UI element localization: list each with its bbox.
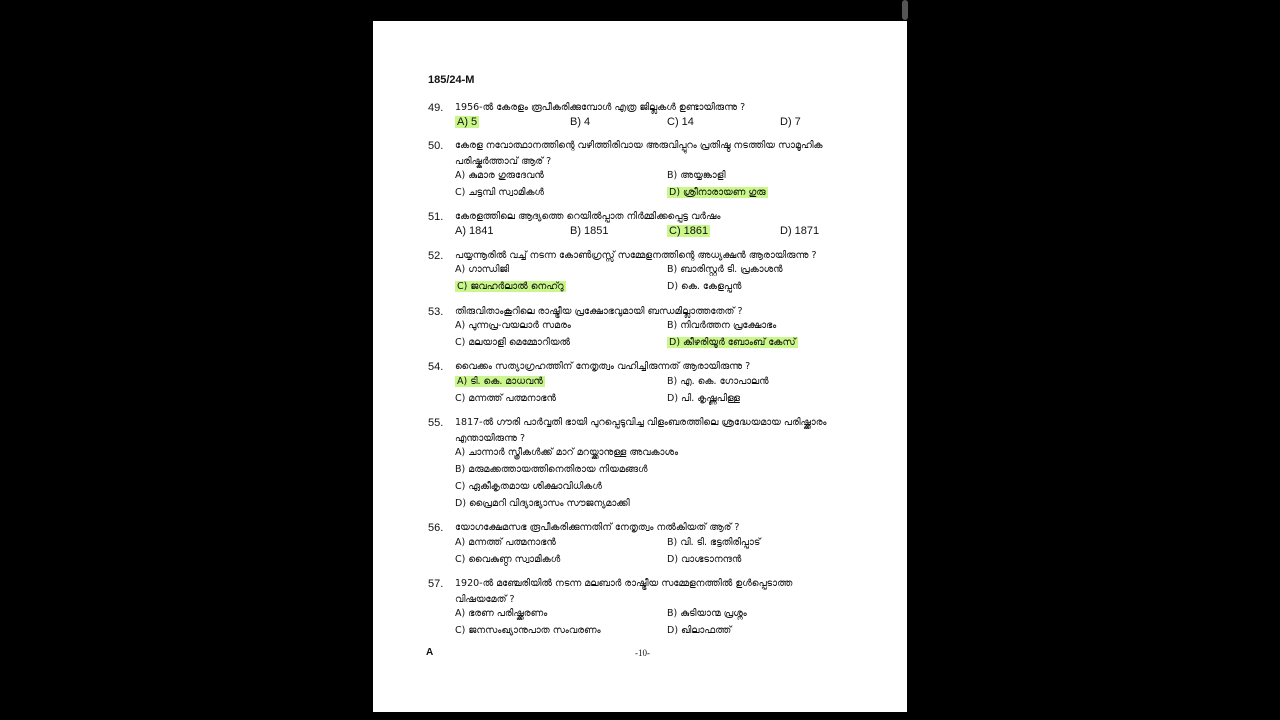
option-b: B) അയ്യങ്കാളി xyxy=(667,170,726,181)
option-c: C) 14 xyxy=(667,116,694,128)
option-a: A) 1841 xyxy=(455,225,494,237)
question-57 xyxy=(428,576,828,608)
option-a: A) ചാന്നാർ സ്ത്രീകൾക്ക് മാറ് മറയ്ക്കാനുള്ള അവകാശം xyxy=(455,447,679,458)
option-d: D) 1871 xyxy=(780,225,820,237)
question-text: 1956-ൽ കേരളം രൂപീകരിക്കുമ്പോൾ എത്ര ജില്ലകൾ ഉണ്ടായിരുന്നു ? xyxy=(455,102,746,113)
question-number: 55. xyxy=(428,417,444,429)
question-50 xyxy=(428,138,828,170)
question-56 xyxy=(428,520,828,536)
option-d: D) കീഴരിയൂർ ബോംബ് കേസ് xyxy=(669,337,796,348)
question-text: കേരള നവോത്ഥാനത്തിന്റെ വഴിത്തിരിവായ അരുവിപ്പുറം പ്രതിഷ്ഠ നടത്തിയ സാമൂഹിക പരിഷ്കർത്താവ് ആര് ? xyxy=(455,140,823,167)
question-54 xyxy=(428,359,828,375)
paper-code: 185/24-M xyxy=(428,74,475,86)
option-c: C) വൈകുണ്ഠ സ്വാമികൾ xyxy=(455,554,561,565)
option-b: B) ബാരിസ്റ്റർ ടി. പ്രകാശൻ xyxy=(667,264,783,275)
option-c: C) ജനസംഖ്യാനുപാത സംവരണം xyxy=(455,625,601,636)
option-a: A) കുമാര ഗുരുദേവൻ xyxy=(455,170,544,181)
option-a: A) മന്നത്ത് പത്മനാഭൻ xyxy=(455,537,556,548)
option-c: C) മന്നത്ത് പത്മനാഭൻ xyxy=(455,393,556,404)
option-d: D) പ്രൈമറി വിദ്യാഭ്യാസം സൗജന്യമാക്കി xyxy=(455,498,630,509)
option-b: B) മരുമക്കത്തായത്തിനെതിരായ നിയമങ്ങൾ xyxy=(455,464,648,475)
question-number: 52. xyxy=(428,250,444,262)
option-c: C) ഏകീകൃതമായ ശിക്ഷാവിധികൾ xyxy=(455,481,602,492)
option-b: B) എ. കെ. ഗോപാലൻ xyxy=(667,376,769,387)
option-d: D) കെ. കേളപ്പൻ xyxy=(667,281,742,292)
question-text: തിരുവിതാംകൂറിലെ രാഷ്ട്രീയ പ്രക്ഷോഭവുമായി ബന്ധമില്ലാത്തതേത് ? xyxy=(455,306,743,317)
option-a: A) ഗാന്ധിജി xyxy=(455,264,510,275)
booklet-series: A xyxy=(426,647,434,658)
question-49 xyxy=(428,100,828,116)
question-text: യോഗക്ഷേമസഭ രൂപീകരിക്കുന്നതിന് നേതൃത്വം നൽകിയത് ആര് ? xyxy=(455,522,740,533)
question-text: 1920-ൽ മഞ്ചേരിയിൽ നടന്ന മലബാർ രാഷ്ട്രീയ സമ്മേളനത്തിൽ ഉൾപ്പെടാത്ത വിഷയമേത് ? xyxy=(455,578,793,605)
option-d: D) പി. കൃഷ്ണപിള്ള xyxy=(667,393,741,404)
option-d: D) ശ്രീനാരായണ ഗുരു xyxy=(669,187,766,198)
question-number: 51. xyxy=(428,211,444,223)
scrollbar-thumb[interactable] xyxy=(902,0,908,20)
question-51 xyxy=(428,209,828,225)
option-c: C) ചട്ടമ്പി സ്വാമികൾ xyxy=(455,187,545,198)
exam-page xyxy=(373,21,907,712)
question-text: വൈക്കം സത്യാഗ്രഹത്തിന് നേതൃത്വം വഹിച്ചിരുന്നത് ആരായിരുന്നു ? xyxy=(455,361,751,372)
option-a: A) 5 xyxy=(457,116,478,128)
option-b: B) കുടിയാന്മ പ്രശ്നം xyxy=(667,608,747,619)
question-52 xyxy=(428,248,858,264)
option-b: B) 4 xyxy=(570,116,591,128)
question-number: 56. xyxy=(428,522,444,534)
question-53 xyxy=(428,304,828,320)
page-number: -10- xyxy=(635,648,650,658)
option-b: B) നിവർത്തന പ്രക്ഷോഭം xyxy=(667,320,777,331)
option-c: C) മലയാളി മെമ്മോറിയൽ xyxy=(455,337,571,348)
question-text: 1817-ൽ ഗൗരി പാർവ്വതി ഭായി പുറപ്പെടുവിച്ച വിളംബരത്തിലെ ശ്രദ്ധേയമായ പരിഷ്ക്കാരം എന്തായിരുന്നു ? xyxy=(455,417,827,444)
option-d: D) വാഗ്ഭടാനന്ദൻ xyxy=(667,554,742,565)
option-a: A) ഭരണ പരിഷ്ക്കരണം xyxy=(455,608,548,619)
option-c: C) 1861 xyxy=(669,225,709,237)
option-b: B) വി. ടി. ഭട്ടതിരിപ്പാട് xyxy=(667,537,761,548)
option-d: D) ഖിലാഫത്ത് xyxy=(667,625,732,636)
question-text: കേരളത്തിലെ ആദ്യത്തെ റെയിൽപ്പാത നിർമ്മിക്കപ്പെട്ട വർഷം xyxy=(455,211,721,222)
question-number: 49. xyxy=(428,102,444,114)
option-c: C) ജവഹർലാൽ നെഹ്റു xyxy=(457,281,564,292)
question-55 xyxy=(428,415,828,447)
question-text: പയ്യന്നൂരിൽ വച്ച് നടന്ന കോൺഗ്രസ്സ് സമ്മേളനത്തിന്റെ അധ്യക്ഷൻ ആരായിരുന്നു ? xyxy=(455,250,817,261)
question-number: 57. xyxy=(428,578,444,590)
question-number: 54. xyxy=(428,361,444,373)
option-b: B) 1851 xyxy=(570,225,609,237)
option-a: A) ടി. കെ. മാധവൻ xyxy=(457,376,543,387)
option-a: A) പുന്നപ്ര-വയലാർ സമരം xyxy=(455,320,571,331)
question-number: 50. xyxy=(428,140,444,152)
option-d: D) 7 xyxy=(780,116,801,128)
question-number: 53. xyxy=(428,306,444,318)
